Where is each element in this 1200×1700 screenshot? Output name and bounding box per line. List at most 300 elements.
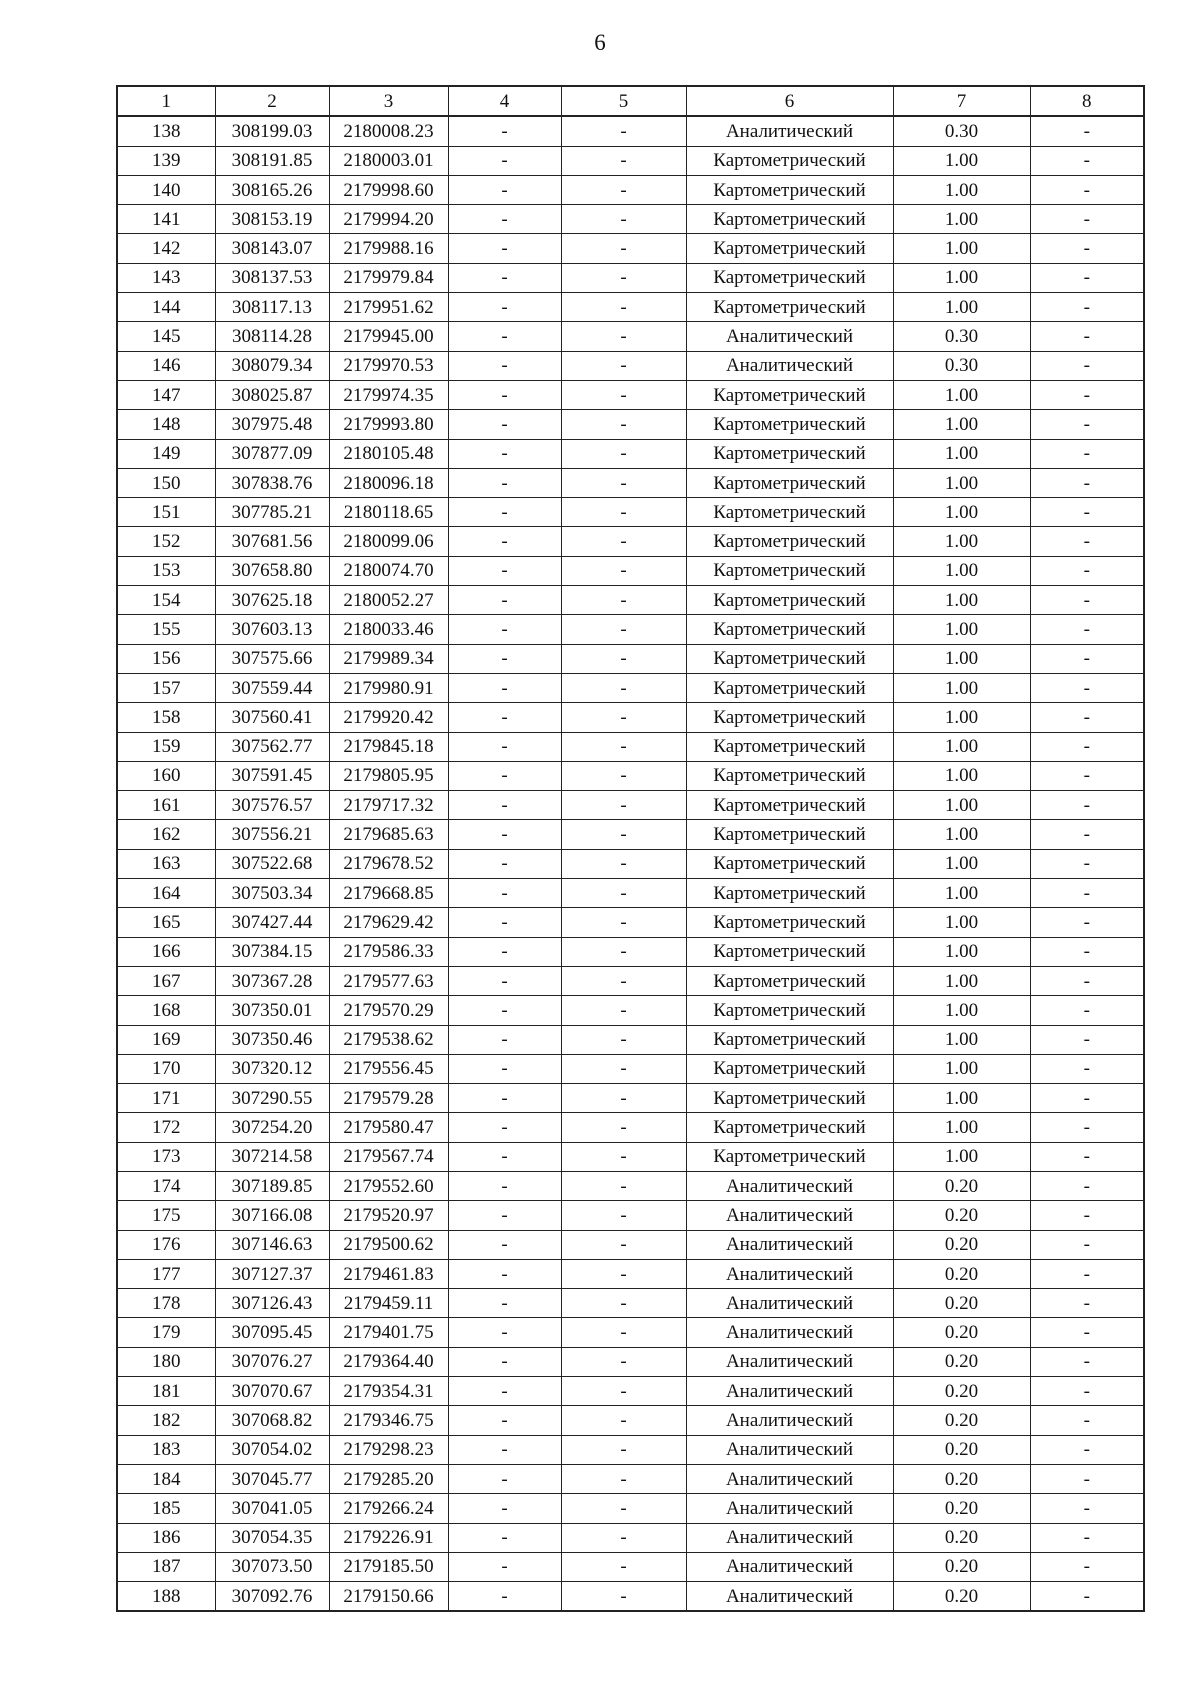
accuracy-cell: 1.00 <box>893 175 1030 204</box>
column-5-cell: - <box>561 263 686 292</box>
method-cell: Аналитический <box>686 116 893 146</box>
point-number-cell: 182 <box>117 1406 215 1435</box>
accuracy-cell: 1.00 <box>893 146 1030 175</box>
column-8-cell: - <box>1030 1435 1144 1464</box>
accuracy-cell: 0.20 <box>893 1464 1030 1493</box>
column-5-cell: - <box>561 146 686 175</box>
accuracy-cell: 1.00 <box>893 644 1030 673</box>
column-5-cell: - <box>561 234 686 263</box>
method-cell: Картометрический <box>686 293 893 322</box>
y-coordinate-cell: 2179717.32 <box>329 791 448 820</box>
point-number-cell: 164 <box>117 879 215 908</box>
x-coordinate-cell: 307559.44 <box>215 673 329 702</box>
x-coordinate-cell: 307785.21 <box>215 498 329 527</box>
y-coordinate-cell: 2180118.65 <box>329 498 448 527</box>
y-coordinate-cell: 2179520.97 <box>329 1201 448 1230</box>
column-4-cell: - <box>448 1259 561 1288</box>
table-row <box>117 116 1144 146</box>
column-8-cell: - <box>1030 1347 1144 1376</box>
point-number-cell: 174 <box>117 1171 215 1200</box>
method-cell: Картометрический <box>686 1054 893 1083</box>
table-row <box>117 1347 1144 1376</box>
column-8-cell: - <box>1030 791 1144 820</box>
method-cell: Аналитический <box>686 1347 893 1376</box>
column-8-cell: - <box>1030 1289 1144 1318</box>
point-number-cell: 162 <box>117 820 215 849</box>
column-5-cell: - <box>561 996 686 1025</box>
accuracy-cell: 1.00 <box>893 293 1030 322</box>
method-cell: Картометрический <box>686 146 893 175</box>
table-row <box>117 1289 1144 1318</box>
column-5-cell: - <box>561 820 686 849</box>
table-row <box>117 1435 1144 1464</box>
table-row <box>117 1025 1144 1054</box>
accuracy-cell: 1.00 <box>893 380 1030 409</box>
point-number-cell: 166 <box>117 937 215 966</box>
y-coordinate-cell: 2179346.75 <box>329 1406 448 1435</box>
column-5-cell: - <box>561 1435 686 1464</box>
table-row <box>117 1084 1144 1113</box>
column-4-cell: - <box>448 732 561 761</box>
method-cell: Картометрический <box>686 966 893 995</box>
y-coordinate-cell: 2179266.24 <box>329 1494 448 1523</box>
point-number-cell: 142 <box>117 234 215 263</box>
accuracy-cell: 1.00 <box>893 498 1030 527</box>
x-coordinate-cell: 308165.26 <box>215 175 329 204</box>
method-cell: Картометрический <box>686 263 893 292</box>
column-5-cell: - <box>561 791 686 820</box>
point-number-cell: 153 <box>117 556 215 585</box>
column-5-cell: - <box>561 1582 686 1612</box>
x-coordinate-cell: 307045.77 <box>215 1464 329 1493</box>
column-8-cell: - <box>1030 937 1144 966</box>
method-cell: Картометрический <box>686 175 893 204</box>
method-cell: Картометрический <box>686 586 893 615</box>
column-8-cell: - <box>1030 1552 1144 1581</box>
column-4-cell: - <box>448 1582 561 1612</box>
x-coordinate-cell: 307556.21 <box>215 820 329 849</box>
point-number-cell: 145 <box>117 322 215 351</box>
table-row <box>117 937 1144 966</box>
point-number-cell: 185 <box>117 1494 215 1523</box>
column-5-cell: - <box>561 498 686 527</box>
column-5-cell: - <box>561 205 686 234</box>
method-cell: Картометрический <box>686 498 893 527</box>
accuracy-cell: 1.00 <box>893 732 1030 761</box>
column-4-cell: - <box>448 1084 561 1113</box>
column-8-cell: - <box>1030 1259 1144 1288</box>
x-coordinate-cell: 307076.27 <box>215 1347 329 1376</box>
column-8-cell: - <box>1030 439 1144 468</box>
column-4-cell: - <box>448 966 561 995</box>
method-cell: Картометрический <box>686 820 893 849</box>
method-cell: Картометрический <box>686 703 893 732</box>
column-5-cell: - <box>561 879 686 908</box>
header-cell: 5 <box>561 86 686 116</box>
accuracy-cell: 1.00 <box>893 937 1030 966</box>
method-cell: Картометрический <box>686 791 893 820</box>
y-coordinate-cell: 2179552.60 <box>329 1171 448 1200</box>
point-number-cell: 179 <box>117 1318 215 1347</box>
x-coordinate-cell: 307427.44 <box>215 908 329 937</box>
accuracy-cell: 1.00 <box>893 1025 1030 1054</box>
accuracy-cell: 1.00 <box>893 556 1030 585</box>
x-coordinate-cell: 307092.76 <box>215 1582 329 1612</box>
point-number-cell: 161 <box>117 791 215 820</box>
column-8-cell: - <box>1030 1523 1144 1552</box>
column-5-cell: - <box>561 849 686 878</box>
column-8-cell: - <box>1030 1025 1144 1054</box>
method-cell: Картометрический <box>686 410 893 439</box>
column-5-cell: - <box>561 1113 686 1142</box>
accuracy-cell: 1.00 <box>893 966 1030 995</box>
table-row <box>117 1552 1144 1581</box>
point-number-cell: 140 <box>117 175 215 204</box>
x-coordinate-cell: 308153.19 <box>215 205 329 234</box>
y-coordinate-cell: 2179994.20 <box>329 205 448 234</box>
point-number-cell: 167 <box>117 966 215 995</box>
column-5-cell: - <box>561 1464 686 1493</box>
accuracy-cell: 0.20 <box>893 1230 1030 1259</box>
accuracy-cell: 1.00 <box>893 1113 1030 1142</box>
column-8-cell: - <box>1030 293 1144 322</box>
y-coordinate-cell: 2179989.34 <box>329 644 448 673</box>
column-8-cell: - <box>1030 468 1144 497</box>
header-cell: 1 <box>117 86 215 116</box>
point-number-cell: 141 <box>117 205 215 234</box>
method-cell: Картометрический <box>686 673 893 702</box>
accuracy-cell: 0.20 <box>893 1318 1030 1347</box>
point-number-cell: 186 <box>117 1523 215 1552</box>
column-4-cell: - <box>448 1552 561 1581</box>
column-8-cell: - <box>1030 732 1144 761</box>
accuracy-cell: 1.00 <box>893 879 1030 908</box>
point-number-cell: 152 <box>117 527 215 556</box>
column-8-cell: - <box>1030 234 1144 263</box>
y-coordinate-cell: 2179988.16 <box>329 234 448 263</box>
x-coordinate-cell: 308199.03 <box>215 116 329 146</box>
column-5-cell: - <box>561 1201 686 1230</box>
y-coordinate-cell: 2179951.62 <box>329 293 448 322</box>
point-number-cell: 175 <box>117 1201 215 1230</box>
column-4-cell: - <box>448 1406 561 1435</box>
y-coordinate-cell: 2179979.84 <box>329 263 448 292</box>
accuracy-cell: 1.00 <box>893 410 1030 439</box>
y-coordinate-cell: 2179668.85 <box>329 879 448 908</box>
column-8-cell: - <box>1030 175 1144 204</box>
table-row <box>117 410 1144 439</box>
x-coordinate-cell: 308114.28 <box>215 322 329 351</box>
table-row <box>117 1054 1144 1083</box>
y-coordinate-cell: 2179150.66 <box>329 1582 448 1612</box>
method-cell: Аналитический <box>686 1494 893 1523</box>
table-row <box>117 879 1144 908</box>
x-coordinate-cell: 307975.48 <box>215 410 329 439</box>
column-4-cell: - <box>448 615 561 644</box>
y-coordinate-cell: 2179993.80 <box>329 410 448 439</box>
header-cell: 3 <box>329 86 448 116</box>
column-8-cell: - <box>1030 761 1144 790</box>
table-row <box>117 996 1144 1025</box>
table-row <box>117 966 1144 995</box>
method-cell: Аналитический <box>686 1552 893 1581</box>
column-8-cell: - <box>1030 1494 1144 1523</box>
table-row <box>117 439 1144 468</box>
method-cell: Картометрический <box>686 1084 893 1113</box>
y-coordinate-cell: 2179974.35 <box>329 380 448 409</box>
accuracy-cell: 1.00 <box>893 205 1030 234</box>
accuracy-cell: 0.20 <box>893 1435 1030 1464</box>
method-cell: Аналитический <box>686 1406 893 1435</box>
x-coordinate-cell: 307562.77 <box>215 732 329 761</box>
table-row <box>117 205 1144 234</box>
table-row <box>117 380 1144 409</box>
table-row <box>117 175 1144 204</box>
accuracy-cell: 0.20 <box>893 1377 1030 1406</box>
column-4-cell: - <box>448 1201 561 1230</box>
page-number: 6 <box>594 30 606 55</box>
x-coordinate-cell: 307146.63 <box>215 1230 329 1259</box>
y-coordinate-cell: 2180074.70 <box>329 556 448 585</box>
y-coordinate-cell: 2179980.91 <box>329 673 448 702</box>
column-5-cell: - <box>561 556 686 585</box>
y-coordinate-cell: 2179401.75 <box>329 1318 448 1347</box>
column-4-cell: - <box>448 205 561 234</box>
column-8-cell: - <box>1030 644 1144 673</box>
method-cell: Картометрический <box>686 879 893 908</box>
method-cell: Картометрический <box>686 615 893 644</box>
accuracy-cell: 0.20 <box>893 1523 1030 1552</box>
accuracy-cell: 1.00 <box>893 791 1030 820</box>
column-5-cell: - <box>561 1347 686 1376</box>
y-coordinate-cell: 2179580.47 <box>329 1113 448 1142</box>
method-cell: Картометрический <box>686 937 893 966</box>
column-8-cell: - <box>1030 527 1144 556</box>
method-cell: Картометрический <box>686 996 893 1025</box>
column-5-cell: - <box>561 673 686 702</box>
column-8-cell: - <box>1030 849 1144 878</box>
column-5-cell: - <box>561 1142 686 1171</box>
column-4-cell: - <box>448 1230 561 1259</box>
table-row <box>117 1464 1144 1493</box>
point-number-cell: 156 <box>117 644 215 673</box>
method-cell: Картометрический <box>686 205 893 234</box>
column-4-cell: - <box>448 116 561 146</box>
point-number-cell: 155 <box>117 615 215 644</box>
column-5-cell: - <box>561 937 686 966</box>
table-row <box>117 1171 1144 1200</box>
y-coordinate-cell: 2179354.31 <box>329 1377 448 1406</box>
table-row <box>117 1318 1144 1347</box>
y-coordinate-cell: 2179461.83 <box>329 1259 448 1288</box>
method-cell: Аналитический <box>686 1435 893 1464</box>
table-row <box>117 673 1144 702</box>
column-4-cell: - <box>448 996 561 1025</box>
column-5-cell: - <box>561 116 686 146</box>
accuracy-cell: 0.30 <box>893 322 1030 351</box>
column-4-cell: - <box>448 468 561 497</box>
column-8-cell: - <box>1030 116 1144 146</box>
column-5-cell: - <box>561 644 686 673</box>
accuracy-cell: 1.00 <box>893 586 1030 615</box>
x-coordinate-cell: 307068.82 <box>215 1406 329 1435</box>
x-coordinate-cell: 307214.58 <box>215 1142 329 1171</box>
method-cell: Картометрический <box>686 1113 893 1142</box>
column-4-cell: - <box>448 1347 561 1376</box>
x-coordinate-cell: 307127.37 <box>215 1259 329 1288</box>
point-number-cell: 171 <box>117 1084 215 1113</box>
accuracy-cell: 1.00 <box>893 673 1030 702</box>
column-5-cell: - <box>561 1552 686 1581</box>
point-number-cell: 169 <box>117 1025 215 1054</box>
method-cell: Картометрический <box>686 1142 893 1171</box>
column-5-cell: - <box>561 175 686 204</box>
table-row <box>117 234 1144 263</box>
column-8-cell: - <box>1030 996 1144 1025</box>
column-4-cell: - <box>448 1523 561 1552</box>
column-5-cell: - <box>561 410 686 439</box>
method-cell: Аналитический <box>686 1230 893 1259</box>
x-coordinate-cell: 307290.55 <box>215 1084 329 1113</box>
point-number-cell: 143 <box>117 263 215 292</box>
method-cell: Картометрический <box>686 468 893 497</box>
column-4-cell: - <box>448 527 561 556</box>
column-4-cell: - <box>448 586 561 615</box>
column-5-cell: - <box>561 1406 686 1435</box>
column-8-cell: - <box>1030 322 1144 351</box>
table-row <box>117 820 1144 849</box>
column-4-cell: - <box>448 1435 561 1464</box>
column-5-cell: - <box>561 1171 686 1200</box>
x-coordinate-cell: 307576.57 <box>215 791 329 820</box>
column-5-cell: - <box>561 1259 686 1288</box>
table-row <box>117 1523 1144 1552</box>
column-4-cell: - <box>448 703 561 732</box>
point-number-cell: 149 <box>117 439 215 468</box>
point-number-cell: 144 <box>117 293 215 322</box>
column-4-cell: - <box>448 146 561 175</box>
column-8-cell: - <box>1030 380 1144 409</box>
y-coordinate-cell: 2179678.52 <box>329 849 448 878</box>
method-cell: Аналитический <box>686 1464 893 1493</box>
accuracy-cell: 1.00 <box>893 849 1030 878</box>
point-number-cell: 184 <box>117 1464 215 1493</box>
accuracy-cell: 0.20 <box>893 1259 1030 1288</box>
column-4-cell: - <box>448 791 561 820</box>
y-coordinate-cell: 2179586.33 <box>329 937 448 966</box>
column-5-cell: - <box>561 380 686 409</box>
accuracy-cell: 0.20 <box>893 1201 1030 1230</box>
x-coordinate-cell: 307254.20 <box>215 1113 329 1142</box>
column-5-cell: - <box>561 732 686 761</box>
method-cell: Аналитический <box>686 1582 893 1612</box>
x-coordinate-cell: 308117.13 <box>215 293 329 322</box>
accuracy-cell: 1.00 <box>893 263 1030 292</box>
column-8-cell: - <box>1030 820 1144 849</box>
table-row <box>117 1582 1144 1612</box>
table-row <box>117 498 1144 527</box>
table-row <box>117 1494 1144 1523</box>
column-8-cell: - <box>1030 673 1144 702</box>
y-coordinate-cell: 2180008.23 <box>329 116 448 146</box>
method-cell: Аналитический <box>686 1171 893 1200</box>
y-coordinate-cell: 2179998.60 <box>329 175 448 204</box>
accuracy-cell: 0.20 <box>893 1582 1030 1612</box>
column-4-cell: - <box>448 175 561 204</box>
column-5-cell: - <box>561 703 686 732</box>
y-coordinate-cell: 2180003.01 <box>329 146 448 175</box>
method-cell: Картометрический <box>686 644 893 673</box>
x-coordinate-cell: 307522.68 <box>215 849 329 878</box>
method-cell: Картометрический <box>686 380 893 409</box>
table-row <box>117 586 1144 615</box>
accuracy-cell: 1.00 <box>893 761 1030 790</box>
accuracy-cell: 1.00 <box>893 1054 1030 1083</box>
x-coordinate-cell: 307350.01 <box>215 996 329 1025</box>
column-8-cell: - <box>1030 1377 1144 1406</box>
method-cell: Картометрический <box>686 527 893 556</box>
column-8-cell: - <box>1030 586 1144 615</box>
x-coordinate-cell: 307095.45 <box>215 1318 329 1347</box>
point-number-cell: 158 <box>117 703 215 732</box>
y-coordinate-cell: 2180099.06 <box>329 527 448 556</box>
column-5-cell: - <box>561 468 686 497</box>
column-5-cell: - <box>561 439 686 468</box>
method-cell: Картометрический <box>686 234 893 263</box>
y-coordinate-cell: 2179298.23 <box>329 1435 448 1464</box>
y-coordinate-cell: 2179920.42 <box>329 703 448 732</box>
x-coordinate-cell: 307073.50 <box>215 1552 329 1581</box>
point-number-cell: 183 <box>117 1435 215 1464</box>
column-4-cell: - <box>448 937 561 966</box>
table-row <box>117 908 1144 937</box>
table-row <box>117 849 1144 878</box>
column-8-cell: - <box>1030 1464 1144 1493</box>
column-5-cell: - <box>561 966 686 995</box>
x-coordinate-cell: 307591.45 <box>215 761 329 790</box>
point-number-cell: 163 <box>117 849 215 878</box>
point-number-cell: 180 <box>117 1347 215 1376</box>
header-row <box>117 86 1144 116</box>
y-coordinate-cell: 2179538.62 <box>329 1025 448 1054</box>
accuracy-cell: 0.20 <box>893 1289 1030 1318</box>
header-cell: 6 <box>686 86 893 116</box>
table-row <box>117 1406 1144 1435</box>
accuracy-cell: 0.20 <box>893 1552 1030 1581</box>
x-coordinate-cell: 307070.67 <box>215 1377 329 1406</box>
column-4-cell: - <box>448 1171 561 1200</box>
table-row <box>117 1201 1144 1230</box>
method-cell: Картометрический <box>686 556 893 585</box>
column-5-cell: - <box>561 586 686 615</box>
column-5-cell: - <box>561 293 686 322</box>
column-4-cell: - <box>448 380 561 409</box>
x-coordinate-cell: 308079.34 <box>215 351 329 380</box>
point-number-cell: 177 <box>117 1259 215 1288</box>
y-coordinate-cell: 2180052.27 <box>329 586 448 615</box>
point-number-cell: 188 <box>117 1582 215 1612</box>
y-coordinate-cell: 2180105.48 <box>329 439 448 468</box>
accuracy-cell: 1.00 <box>893 615 1030 644</box>
column-4-cell: - <box>448 293 561 322</box>
x-coordinate-cell: 307367.28 <box>215 966 329 995</box>
column-8-cell: - <box>1030 879 1144 908</box>
column-8-cell: - <box>1030 1201 1144 1230</box>
point-number-cell: 138 <box>117 116 215 146</box>
table-row <box>117 761 1144 790</box>
x-coordinate-cell: 308137.53 <box>215 263 329 292</box>
column-5-cell: - <box>561 1318 686 1347</box>
